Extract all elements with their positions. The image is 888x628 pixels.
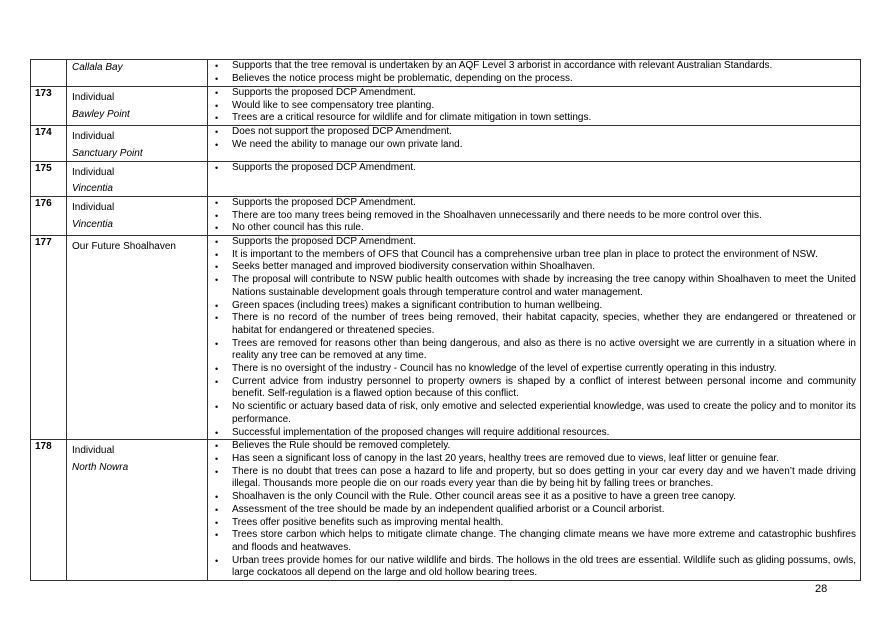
submission-point: • Current advice from industry personnel to property owners is shaped by a conflict of interest between personal income and community benefit. Self-regulation is a flawed option because of this conflict. (208, 376, 856, 401)
submission-points-cell (208, 126, 861, 161)
submission-row (31, 440, 861, 581)
submission-points-list (208, 440, 856, 580)
submission-point: • Successful implementation of the proposed changes will require additional resources. (208, 427, 856, 440)
submission-point: • Urban trees provide homes for our native wildlife and birds. The hollows in the old trees are essential. Wildlife such as gliding possums, owls, large cockatoos all depend on the large and old hollow bearing trees. (208, 555, 856, 580)
submission-number: 173 (31, 87, 67, 126)
submissions-table (30, 59, 861, 581)
submission-number: 176 (31, 196, 67, 235)
submission-row (31, 196, 861, 235)
submission-number: 177 (31, 236, 67, 440)
submission-points-cell (208, 60, 861, 87)
submission-point: • Supports the proposed DCP Amendment. (208, 87, 856, 100)
submission-points-list (208, 60, 856, 85)
submission-point: • There is no doubt that trees can pose a hazard to life and property, but so does getting in your car every day and we haven’t made driving illegal. Thousands more people die on our roads every year than die by being hit by falling trees or branches. (208, 466, 856, 491)
submission-point: • There is no record of the number of trees being removed, their habitat capacity, species, whether they are endangered or threatened or habitat for endangered or threatened species. (208, 312, 856, 337)
submission-point: • We need the ability to manage our own private land. (208, 139, 856, 152)
submission-points-cell (208, 87, 861, 126)
submission-point: • Believes the Rule should be removed completely. (208, 440, 856, 453)
submission-number (31, 60, 67, 87)
submission-points-list (208, 197, 856, 235)
submitter-cell (67, 161, 208, 196)
submission-point: • Trees store carbon which helps to mitigate climate change. The changing climate means we have more extreme and catastrophic bushfires and floods and heatwaves. (208, 529, 856, 554)
submission-points-list (208, 162, 856, 175)
submission-point: • There are too many trees being removed in the Shoalhaven unnecessarily and there needs to be more control over this. (208, 210, 856, 223)
submitter-location: North Nowra (72, 461, 129, 473)
submitter-location: Sanctuary Point (72, 147, 143, 159)
submission-point: • Supports the proposed DCP Amendment. (208, 197, 856, 210)
submitter-type: Individual (72, 92, 115, 103)
submitter-type: Individual (72, 201, 115, 213)
submission-point: • Does not support the proposed DCP Amendment. (208, 126, 856, 139)
submitter-cell (67, 440, 208, 581)
submission-points-list (208, 236, 856, 439)
page-number: 28 (815, 583, 828, 595)
submission-point: • Supports that the tree removal is undertaken by an AQF Level 3 arborist in accordance with relevant Australian Standards. (208, 60, 856, 73)
submitter-cell (67, 196, 208, 235)
submitter-type: Individual (72, 445, 115, 457)
submitter-cell (67, 236, 208, 440)
submission-point: • Trees are a critical resource for wildlife and for climate mitigation in town settings. (208, 112, 856, 125)
submission-row (31, 161, 861, 196)
submission-point: • It is important to the members of OFS that Council has a comprehensive urban tree plan in place to protect the environment of NSW. (208, 249, 856, 262)
submitter-type: Our Future Shoalhaven (72, 241, 176, 253)
submitter-cell (67, 60, 208, 87)
submission-point: • Green spaces (including trees) makes a significant contribution to human wellbeing. (208, 300, 856, 313)
submission-points-list (208, 126, 856, 151)
submitter-location: Vincentia (72, 218, 113, 230)
submission-points-list (208, 87, 856, 125)
submission-points-cell (208, 161, 861, 196)
submission-point: • Seeks better managed and improved biodiversity conservation within Shoalhaven. (208, 261, 856, 274)
submission-points-cell (208, 236, 861, 440)
submission-number: 174 (31, 126, 67, 161)
submission-point: • There is no oversight of the industry - Council has no knowledge of the level of expertise currently operating in this industry. (208, 363, 856, 376)
submission-point: • Assessment of the tree should be made by an independent qualified arborist or a Council arborist. (208, 504, 856, 517)
submission-number: 175 (31, 161, 67, 196)
submitter-location: Callala Bay (72, 62, 123, 73)
submission-point: • Would like to see compensatory tree planting. (208, 100, 856, 113)
submission-point: • Supports the proposed DCP Amendment. (208, 236, 856, 249)
submission-point: • Has seen a significant loss of canopy in the last 20 years, healthy trees are removed due to views, leaf litter or genuine fear. (208, 453, 856, 466)
submission-row (31, 126, 861, 161)
submission-points-cell (208, 440, 861, 581)
submission-points-cell (208, 196, 861, 235)
submission-point: • Shoalhaven is the only Council with the Rule. Other council areas see it as a positive to have a green tree canopy. (208, 491, 856, 504)
submitter-cell (67, 126, 208, 161)
submitter-type: Individual (72, 166, 115, 178)
submission-point: • Supports the proposed DCP Amendment. (208, 162, 856, 175)
submitter-cell (67, 87, 208, 126)
submission-point: • The proposal will contribute to NSW public health outcomes with shade by increasing the tree canopy within Shoalhaven to meet the United Nations sustainable development goals through temperature control and water management. (208, 274, 856, 299)
submission-point: • Trees are removed for reasons other than being dangerous, and also as there is no active oversight we are currently in a situation where in reality any tree can be removed at any time. (208, 338, 856, 363)
submission-row (31, 236, 861, 440)
submission-row (31, 87, 861, 126)
submitter-location: Vincentia (72, 183, 113, 195)
submission-point: • Trees offer positive benefits such as improving mental health. (208, 517, 856, 530)
submission-row (31, 60, 861, 87)
submitter-type: Individual (72, 131, 115, 143)
submission-point: • No other council has this rule. (208, 222, 856, 235)
submission-point: • No scientific or actuary based data of risk, only emotive and selected experiential knowledge, was used to create the policy and to monitor its performance. (208, 401, 856, 426)
submission-point: • Believes the notice process might be problematic, depending on the process. (208, 73, 856, 86)
submission-number: 178 (31, 440, 67, 581)
submitter-location: Bawley Point (72, 108, 130, 120)
